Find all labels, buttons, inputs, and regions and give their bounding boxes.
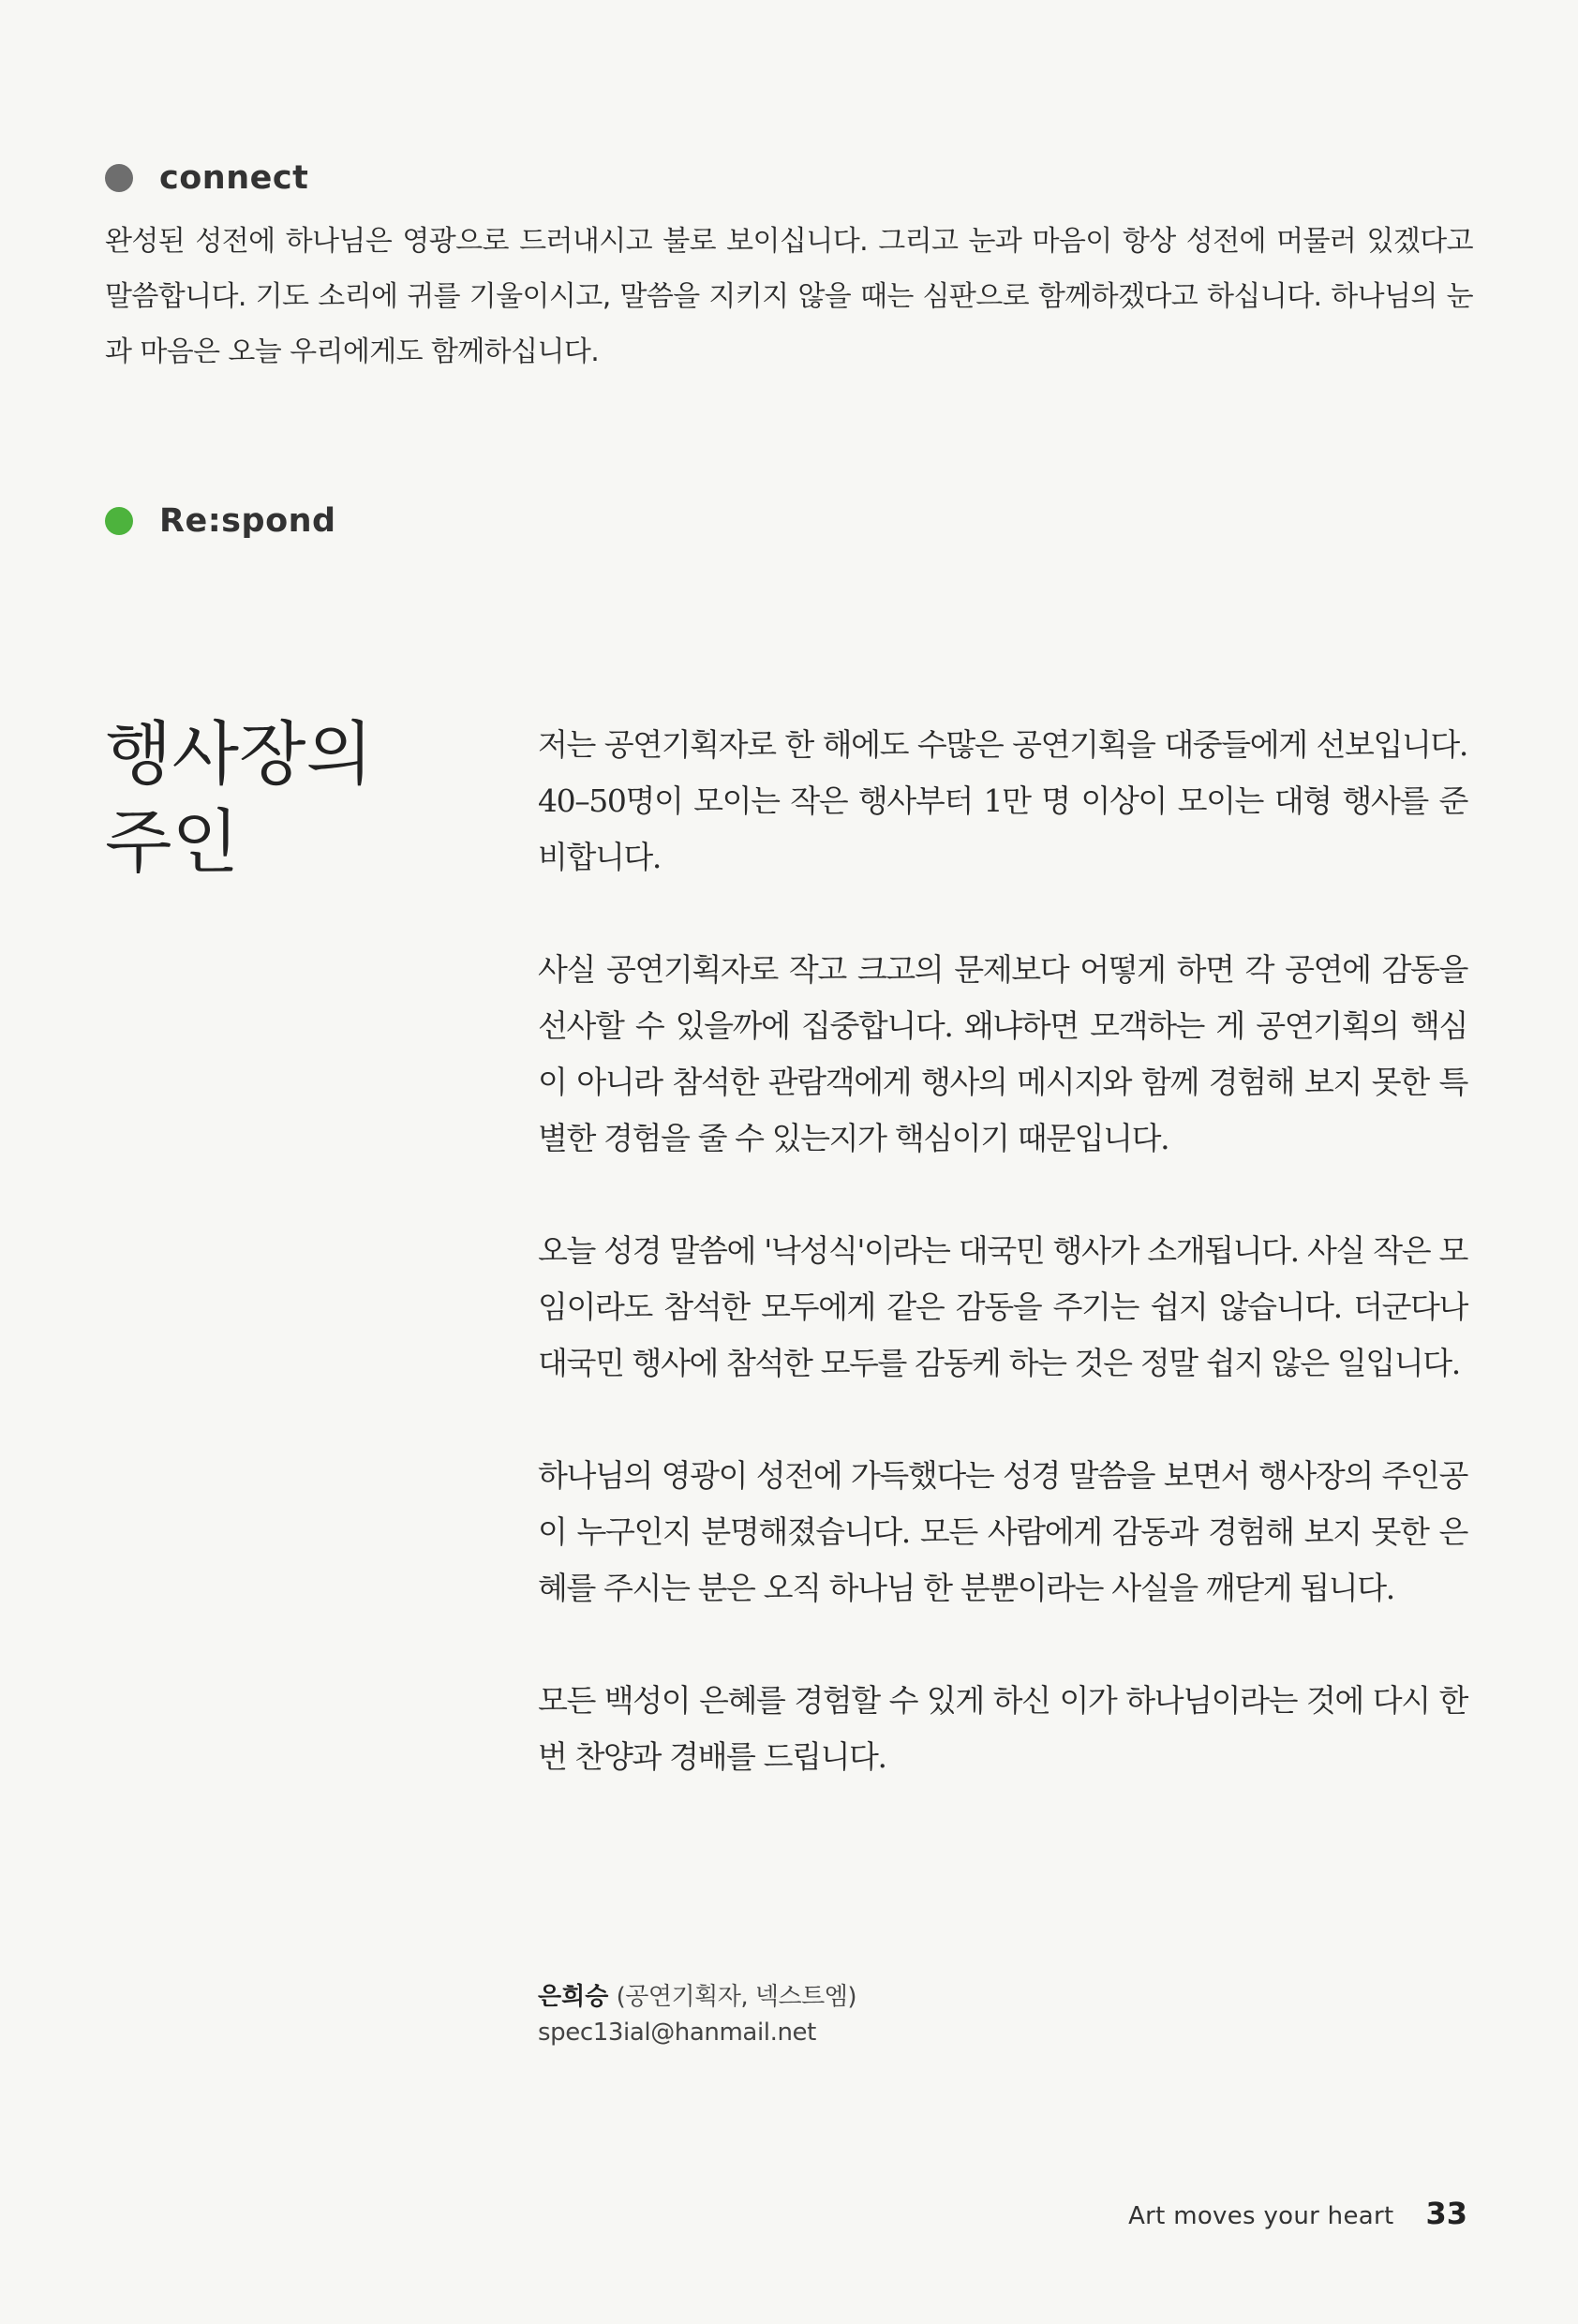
- connect-section-title: connect: [159, 159, 309, 197]
- article-title-line-2: 주인: [105, 802, 239, 883]
- article-body: [538, 717, 1467, 1841]
- article-paragraph: 모든 백성이 은혜를 경험할 수 있게 하신 이가 하나님이라는 것에 다시 한번 찬양과 경배를 드립니다.: [538, 1682, 1467, 1775]
- page-number: 33: [1425, 2196, 1467, 2231]
- author-role: (공연기획자, 넥스트엠): [616, 1983, 856, 2011]
- article-paragraph: 저는 공연기획자로 한 해에도 수많은 공연기획을 대중들에게 선보입니다. 40–50명이 모이는 작은 행사부터 1만 명 이상이 모이는 대형 행사를 준비합니다.: [538, 726, 1467, 875]
- article-title-line-1: 행사장의: [105, 714, 373, 795]
- connect-bullet-dot: [105, 164, 133, 192]
- respond-section-header: [105, 502, 336, 540]
- article-title: [105, 710, 442, 886]
- footer-tagline: Art moves your heart: [1128, 2202, 1394, 2230]
- page-footer: [1128, 2196, 1467, 2231]
- article-paragraph: 오늘 성경 말씀에 '낙성식'이라는 대국민 행사가 소개됩니다. 사실 작은 모임이라도 참석한 모두에게 같은 감동을 주기는 쉽지 않습니다. 더군다나 대국민 행사에 참석한 모두를 감동케 하는 것은 정말 쉽지 않은 일입니다.: [538, 1232, 1467, 1381]
- connect-section-header: [105, 159, 308, 197]
- author-name: 은희승: [538, 1983, 609, 2011]
- author-credit: [538, 1979, 856, 2050]
- author-email[interactable]: spec13ial@hanmail.net: [538, 2019, 816, 2047]
- article-paragraph: 사실 공연기획자로 작고 크고의 문제보다 어떻게 하면 각 공연에 감동을 선사할 수 있을까에 집중합니다. 왜냐하면 모객하는 게 공연기획의 핵심이 아니라 참석한 관람객에게 행사의 메시지와 함께 경험해 보지 못한 특별한 경험을 줄 수 있는지가 핵심이기 때문입니다.: [538, 951, 1467, 1156]
- respond-section-title: Re:spond: [159, 502, 336, 540]
- connect-section-text: 완성된 성전에 하나님은 영광으로 드러내시고 불로 보이십니다. 그리고 눈과 마음이 항상 성전에 머물러 있겠다고 말씀합니다. 기도 소리에 귀를 기울이시고, 말씀을 지키지 않을 때는 심판으로 함께하겠다고 하십니다. 하나님의 눈과 마음은 오늘 우리에게도 함께하십니다.: [105, 225, 1473, 368]
- article-paragraph: 하나님의 영광이 성전에 가득했다는 성경 말씀을 보면서 행사장의 주인공이 누구인지 분명해졌습니다. 모든 사람에게 감동과 경험해 보지 못한 은혜를 주시는 분은 오직 하나님 한 분뿐이라는 사실을 깨닫게 됩니다.: [538, 1457, 1467, 1606]
- respond-bullet-dot: [105, 507, 133, 535]
